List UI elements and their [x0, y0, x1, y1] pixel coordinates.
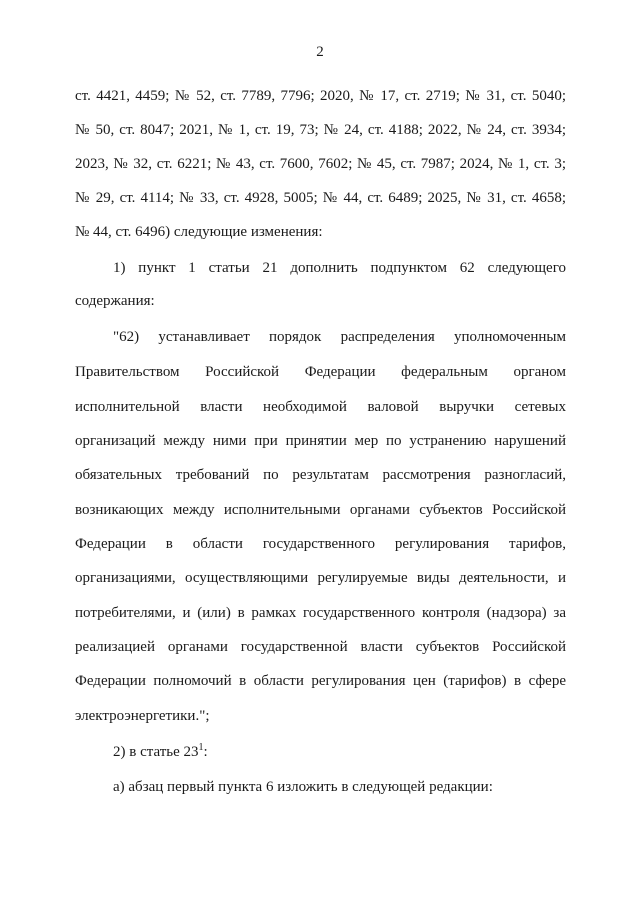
text-line: электроэнергетики.";: [75, 708, 210, 724]
text-line: ст. 4421, 4459; № 52, ст. 7789, 7796; 2020, № 17, ст. 2719; № 31, ст. 5040;: [75, 88, 566, 104]
text-line: № 50, ст. 8047; 2021, № 1, ст. 19, 73; № 24, ст. 4188; 2022, № 24, ст. 3934;: [75, 122, 566, 138]
text-line: исполнительной власти необходимой валовой выручки сетевых: [75, 399, 566, 415]
text-line: а) абзац первый пункта 6 изложить в следующей редакции:: [113, 779, 493, 795]
text-line: Федерации полномочий в области регулирования цен (тарифов) в сфере: [75, 673, 566, 689]
text-line: № 29, ст. 4114; № 33, ст. 4928, 5005; № 44, ст. 6489; 2025, № 31, ст. 4658;: [75, 190, 566, 206]
text-line: организаций между ними при принятии мер по устранению нарушений: [75, 433, 566, 449]
article-colon: :: [203, 744, 208, 760]
page-number: 2: [316, 44, 324, 60]
article-reference-line: [113, 742, 566, 762]
text-line: 2023, № 32, ст. 6221; № 43, ст. 7600, 7602; № 45, ст. 7987; 2024, № 1, ст. 3;: [75, 156, 566, 172]
text-line: № 44, ст. 6496) следующие изменения:: [75, 224, 323, 240]
text-line: Правительством Российской Федерации федеральным органом: [75, 364, 566, 380]
article-reference-text: 2) в статье 23: [113, 744, 199, 760]
text-line: организациями, осуществляющими регулируемые виды деятельности, и: [75, 570, 566, 586]
text-line: потребителями, и (или) в рамках государственного контроля (надзора) за: [75, 605, 566, 621]
paragraph-first-line: 1) пункт 1 статьи 21 дополнить подпунктом 62 следующего: [113, 260, 566, 276]
text-line: возникающих между исполнительными органами субъектов Российской: [75, 502, 566, 518]
text-line: обязательных требований по результатам рассмотрения разногласий,: [75, 467, 566, 483]
paragraph-first-line: "62) устанавливает порядок распределения уполномоченным: [113, 329, 566, 345]
text-line: реализацией органами государственной власти субъектов Российской: [75, 639, 566, 655]
text-line: содержания:: [75, 293, 155, 309]
text-line: Федерации в области государственного регулирования тарифов,: [75, 536, 566, 552]
article-superscript: 1: [198, 742, 204, 753]
